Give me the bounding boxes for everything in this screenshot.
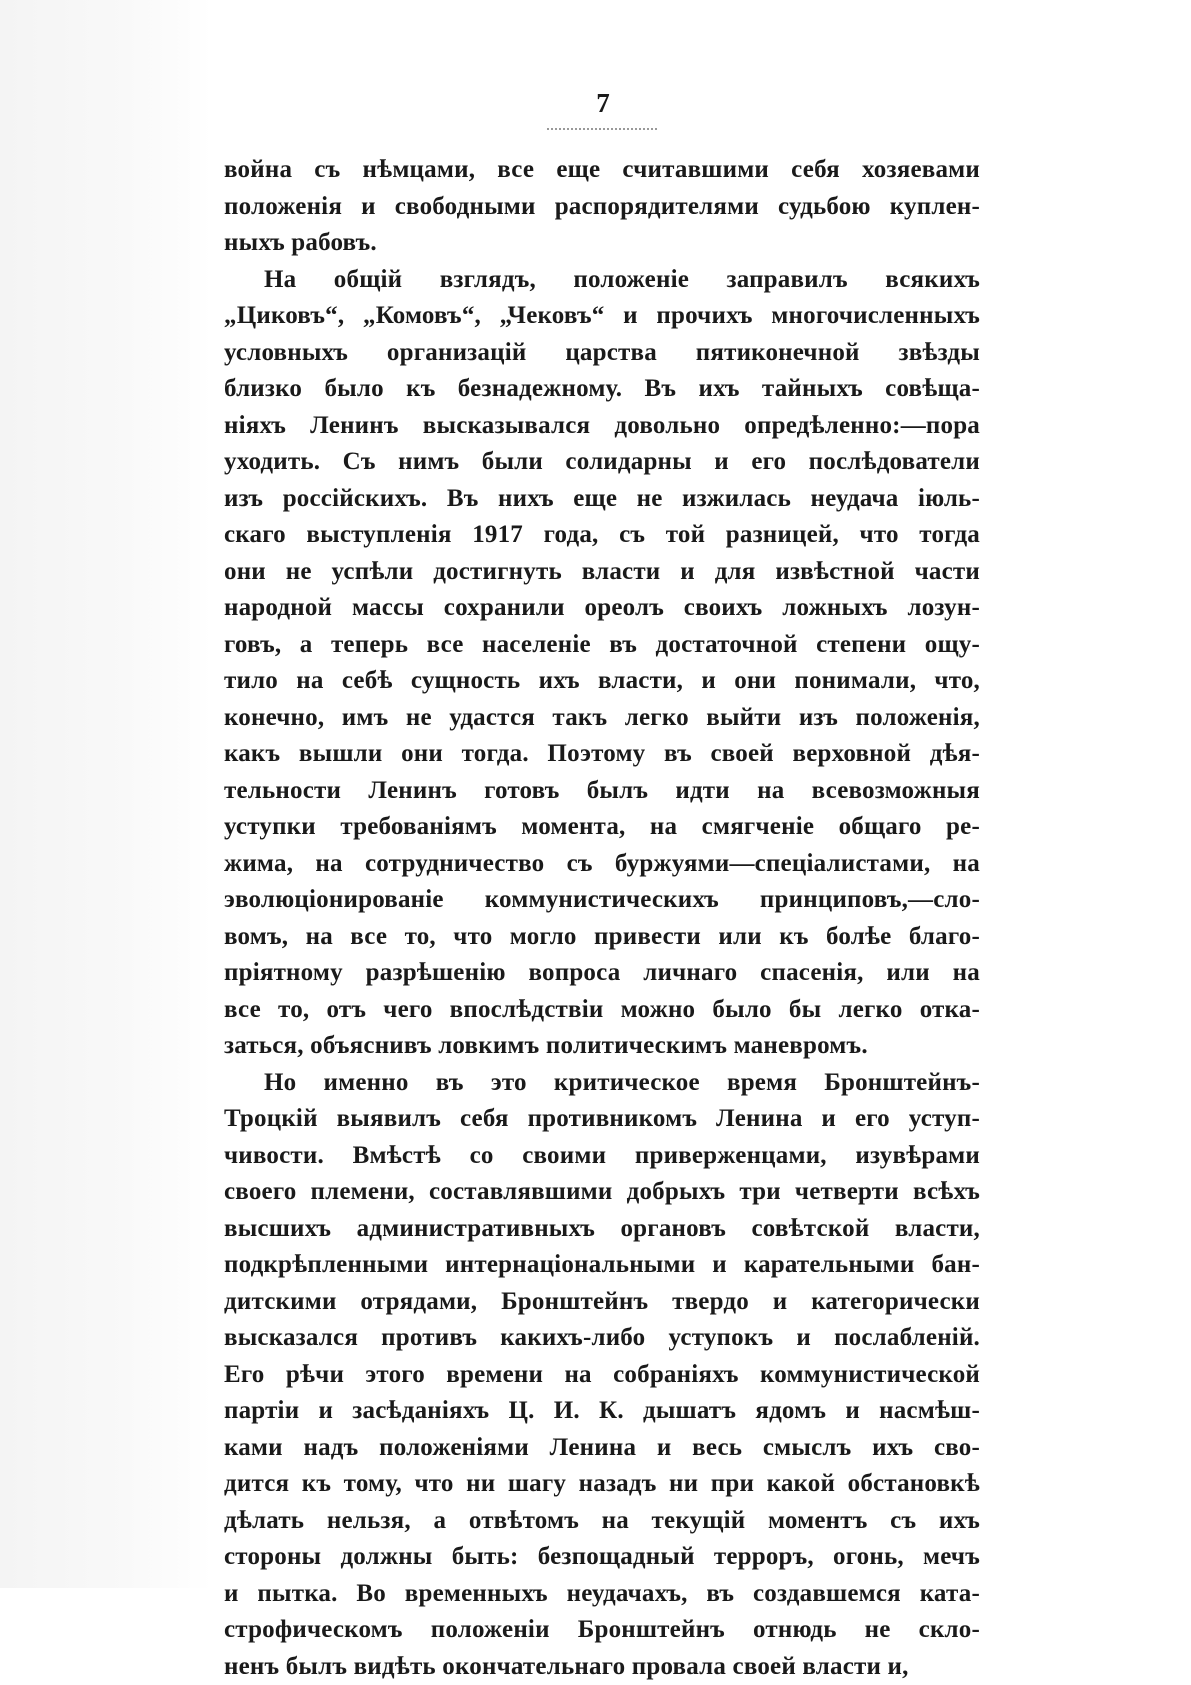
text-line: ненъ былъ видѣть окончательнаго провала своей власти и, (224, 1649, 980, 1685)
text-line: близко было къ безнадежному. Въ ихъ тайныхъ совѣща- (224, 371, 980, 408)
text-line: партіи и засѣданіяхъ Ц. И. К. дышатъ ядомъ и насмѣш- (224, 1393, 980, 1430)
text-line: все то, отъ чего впослѣдствіи можно было бы легко отка- (224, 992, 980, 1029)
text-line: говъ, а теперь все населеніе въ достаточной степени ощу- (224, 627, 980, 664)
text-line: война съ нѣмцами, все еще считавшими себя хозяевами (224, 152, 980, 189)
text-line: тельности Ленинъ готовъ былъ идти на всевозможныя (224, 773, 980, 810)
text-line: ками надъ положеніями Ленина и весь смыслъ ихъ сво- (224, 1430, 980, 1467)
text-line: положенія и свободными распорядителями судьбою куплен- (224, 189, 980, 226)
text-line: Но именно въ это критическое время Бронштейнъ- (224, 1065, 980, 1102)
text-line: чивости. Вмѣстѣ со своими приверженцами, изувѣрами (224, 1138, 980, 1175)
text-line: пріятному разрѣшенію вопроса личнаго спасенія, или на (224, 955, 980, 992)
text-line: высшихъ административныхъ органовъ совѣтской власти, (224, 1211, 980, 1248)
text-line: подкрѣпленными интернаціональными и карательными бан- (224, 1247, 980, 1284)
text-line: тило на себѣ сущность ихъ власти, и они понимали, что, (224, 663, 980, 700)
text-line: скаго выступленія 1917 года, съ той разницей, что тогда (224, 517, 980, 554)
paragraph (224, 262, 980, 1065)
text-line: заться, объяснивъ ловкимъ политическимъ маневромъ. (224, 1028, 980, 1065)
text-line: условныхъ организацій царства пятиконечной звѣзды (224, 335, 980, 372)
text-line: высказался противъ какихъ-либо уступокъ и послабленій. (224, 1320, 980, 1357)
text-line: вомъ, на все то, что могло привести или къ болѣе благо- (224, 919, 980, 956)
text-line: своего племени, составлявшими добрыхъ три четверти всѣхъ (224, 1174, 980, 1211)
text-line: уступки требованіямъ момента, на смягченіе общаго ре- (224, 809, 980, 846)
text-line: и пытка. Во временныхъ неудачахъ, въ создавшемся ката- (224, 1576, 980, 1613)
text-line: строфическомъ положеніи Бронштейнъ отнюдь не скло- (224, 1612, 980, 1649)
text-line: стороны должны быть: безпощадный терроръ, огонь, мечъ (224, 1539, 980, 1576)
text-line: ніяхъ Ленинъ высказывался довольно опредѣленно:—пора (224, 408, 980, 445)
text-line: дится къ тому, что ни шагу назадъ ни при какой обстановкѣ (224, 1466, 980, 1503)
paragraph (224, 152, 980, 262)
text-line: изъ россійскихъ. Въ нихъ еще не изжилась неудача іюль- (224, 481, 980, 518)
text-line: какъ вышли они тогда. Поэтому въ своей верховной дѣя- (224, 736, 980, 773)
page-number-rule (547, 128, 657, 130)
text-line: эволюціонированіе коммунистическихъ принциповъ,—сло- (224, 882, 980, 919)
text-line: Троцкій выявилъ себя противникомъ Ленина и его уступ- (224, 1101, 980, 1138)
text-line: На общій взглядъ, положеніе заправилъ всякихъ (224, 262, 980, 299)
text-line: народной массы сохранили ореолъ своихъ ложныхъ лозун- (224, 590, 980, 627)
paragraph (224, 1065, 980, 1685)
text-line: дѣлать нельзя, а отвѣтомъ на текущій моментъ съ ихъ (224, 1503, 980, 1540)
text-line: ныхъ рабовъ. (224, 225, 980, 262)
text-line: „Циковъ“, „Комовъ“, „Чековъ“ и прочихъ многочисленныхъ (224, 298, 980, 335)
text-line: дитскими отрядами, Бронштейнъ твердо и категорически (224, 1284, 980, 1321)
scan-margin-shadow (0, 0, 212, 1588)
text-line: конечно, имъ не удастся такъ легко выйти изъ положенія, (224, 700, 980, 737)
text-line: жима, на сотрудничество съ буржуями—спеціалистами, на (224, 846, 980, 883)
text-line: уходить. Съ нимъ были солидарны и его послѣдователи (224, 444, 980, 481)
page-number: 7 (226, 88, 980, 128)
body-text (224, 152, 980, 1685)
text-line: Его рѣчи этого времени на собраніяхъ коммунистической (224, 1357, 980, 1394)
book-page (224, 88, 980, 1685)
text-line: они не успѣли достигнуть власти и для извѣстной части (224, 554, 980, 591)
